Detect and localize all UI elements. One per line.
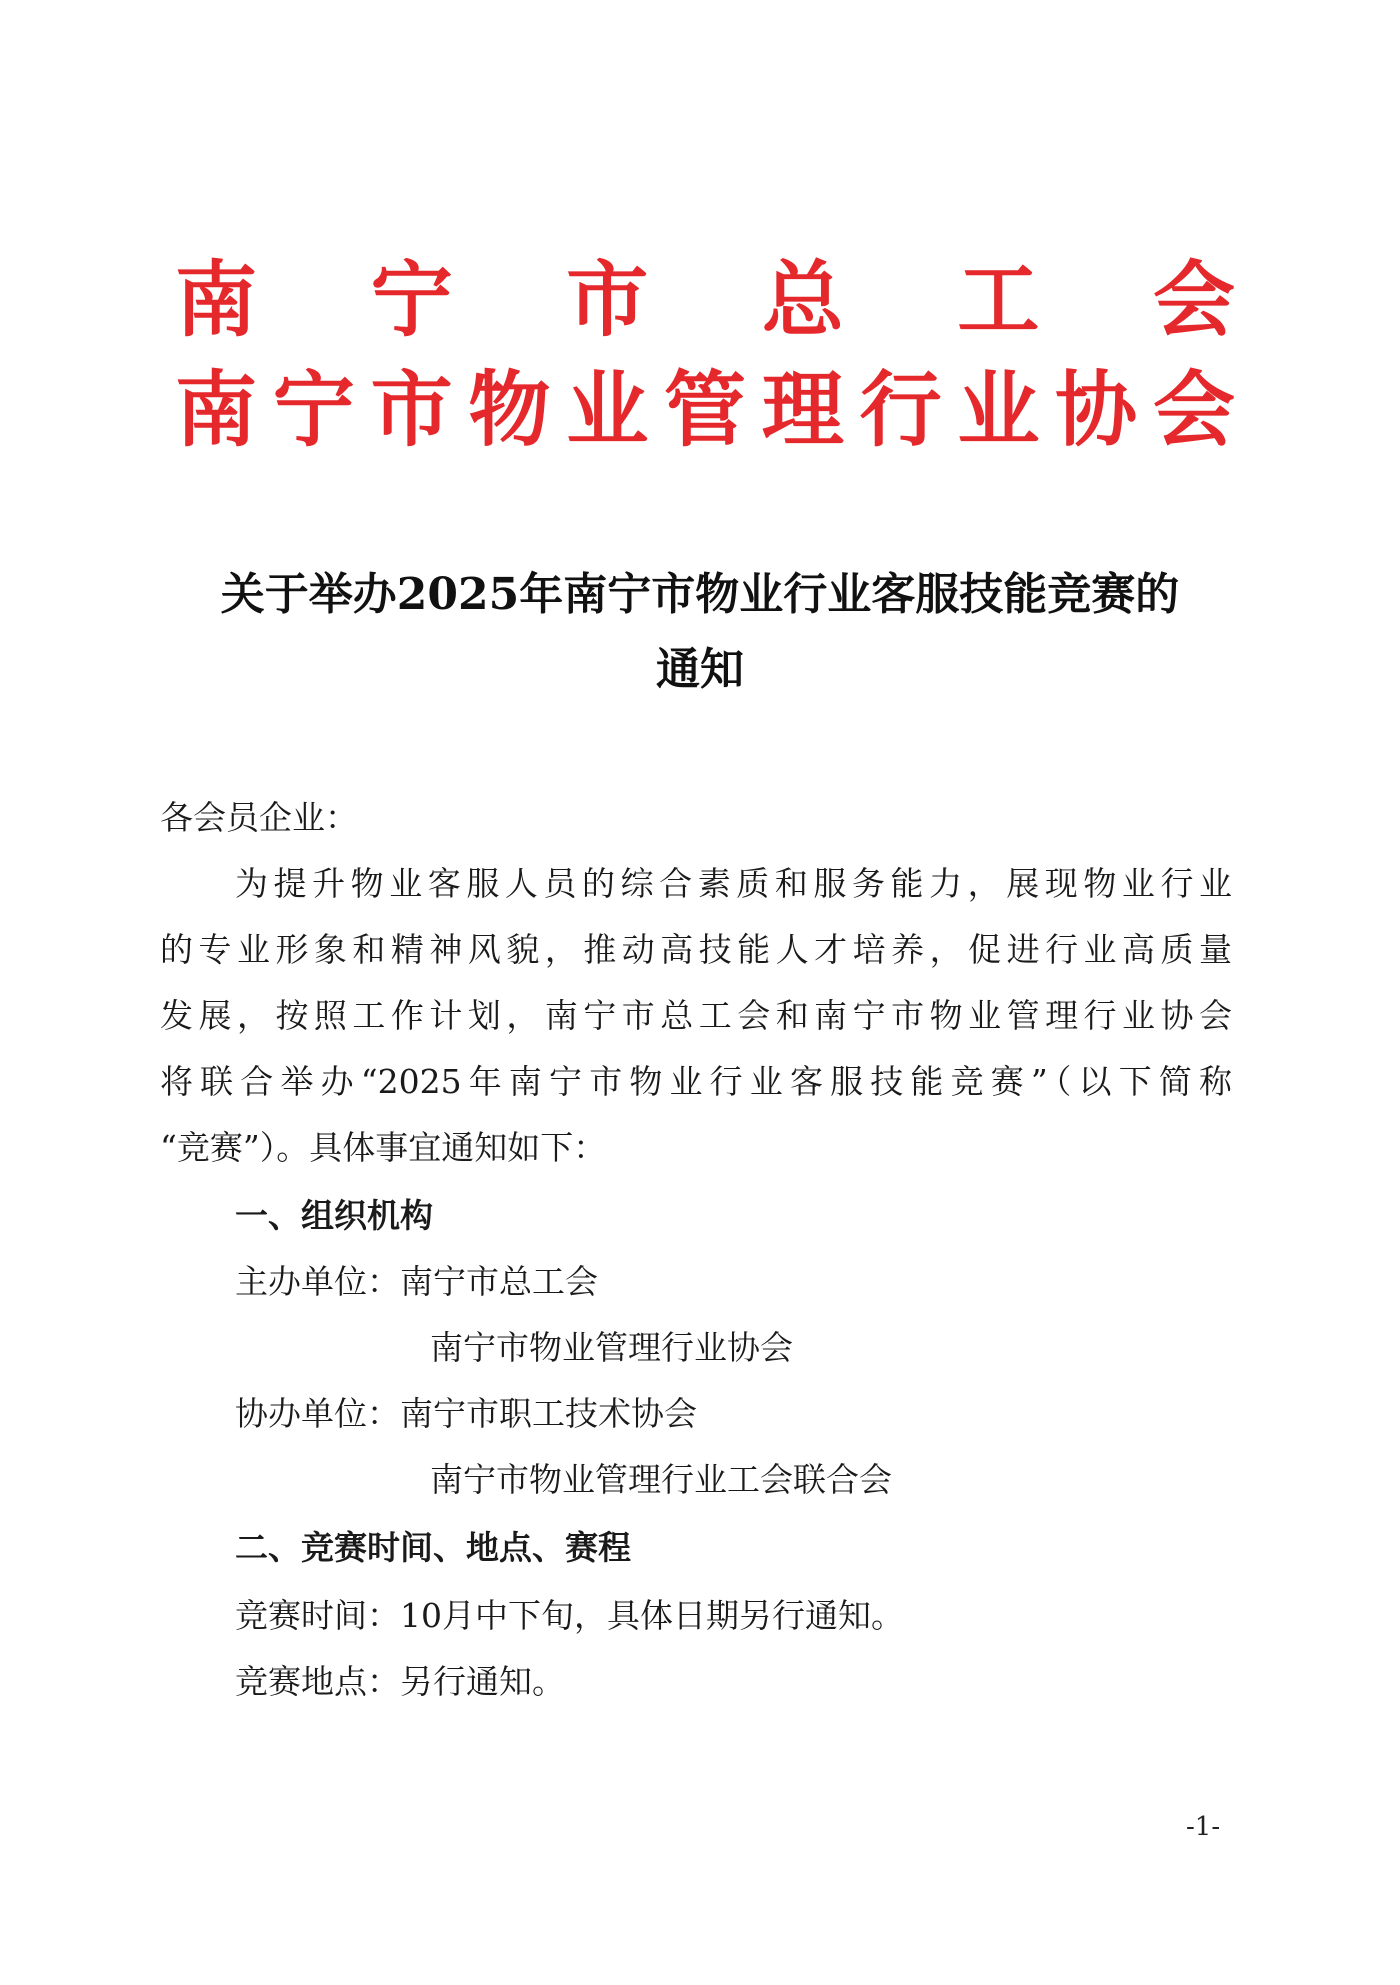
letterhead-char: 业 bbox=[957, 362, 1040, 458]
co-organizer-label: 协办单位： bbox=[235, 1394, 400, 1433]
salutation: 各会员企业： bbox=[160, 798, 358, 837]
letterhead-char: 行 bbox=[859, 362, 942, 458]
competition-place-value: 另行通知。 bbox=[400, 1662, 565, 1701]
co-organizer-name: 南宁市物业管理行业工会联合会 bbox=[430, 1460, 892, 1499]
host-name: 南宁市总工会 bbox=[400, 1262, 598, 1301]
document-title-line-2: 通知 bbox=[656, 644, 744, 695]
letterhead-char: 业 bbox=[566, 362, 649, 458]
section-heading-organization: 一、组织机构 bbox=[235, 1196, 433, 1235]
host-label: 主办单位： bbox=[235, 1262, 400, 1301]
letterhead-org-2 bbox=[175, 360, 1235, 460]
letterhead-char: 物 bbox=[468, 362, 551, 458]
competition-time-label: 竞赛时间： bbox=[235, 1596, 400, 1635]
page-number: -1- bbox=[1186, 1812, 1221, 1842]
competition-time-row bbox=[235, 1594, 904, 1638]
letterhead-char: 会 bbox=[1152, 362, 1235, 458]
letterhead-char: 南 bbox=[175, 252, 258, 348]
intro-paragraph-line: 发展，按照工作计划，南宁市总工会和南宁市物业管理行业协会 bbox=[160, 996, 1232, 1035]
letterhead-org-1 bbox=[175, 250, 1235, 350]
letterhead-char: 管 bbox=[663, 362, 746, 458]
competition-time-value: 10月中下旬，具体日期另行通知。 bbox=[400, 1596, 904, 1635]
co-organizer-name: 南宁市职工技术协会 bbox=[400, 1394, 697, 1433]
letterhead-char: 协 bbox=[1055, 362, 1138, 458]
letterhead-char: 南 bbox=[175, 362, 258, 458]
host-name: 南宁市物业管理行业协会 bbox=[430, 1328, 793, 1367]
letterhead-char: 宁 bbox=[272, 362, 355, 458]
letterhead-char: 市 bbox=[566, 252, 649, 348]
letterhead-char: 市 bbox=[370, 362, 453, 458]
co-organizer-row bbox=[235, 1392, 697, 1436]
competition-place-label: 竞赛地点： bbox=[235, 1662, 400, 1701]
letterhead-char: 宁 bbox=[370, 252, 453, 348]
intro-paragraph-line: “竞赛”）。具体事宜通知如下： bbox=[160, 1128, 607, 1167]
letterhead-char: 总 bbox=[761, 252, 844, 348]
intro-paragraph-line: 为提升物业客服人员的综合素质和服务能力，展现物业行业 bbox=[235, 864, 1232, 903]
host-row bbox=[235, 1260, 598, 1304]
letterhead-char: 会 bbox=[1152, 252, 1235, 348]
letterhead-char: 理 bbox=[761, 362, 844, 458]
intro-paragraph-line: 将联合举办“2025年南宁市物业行业客服技能竞赛”（以下简称 bbox=[160, 1062, 1232, 1101]
competition-place-row bbox=[235, 1660, 565, 1704]
document-title-line-1: 关于举办2025年南宁市物业行业客服技能竞赛的 bbox=[220, 569, 1180, 620]
section-heading-schedule: 二、竞赛时间、地点、赛程 bbox=[235, 1528, 631, 1567]
intro-paragraph-line: 的专业形象和精神风貌，推动高技能人才培养，促进行业高质量 bbox=[160, 930, 1232, 969]
letterhead-char: 工 bbox=[957, 252, 1040, 348]
